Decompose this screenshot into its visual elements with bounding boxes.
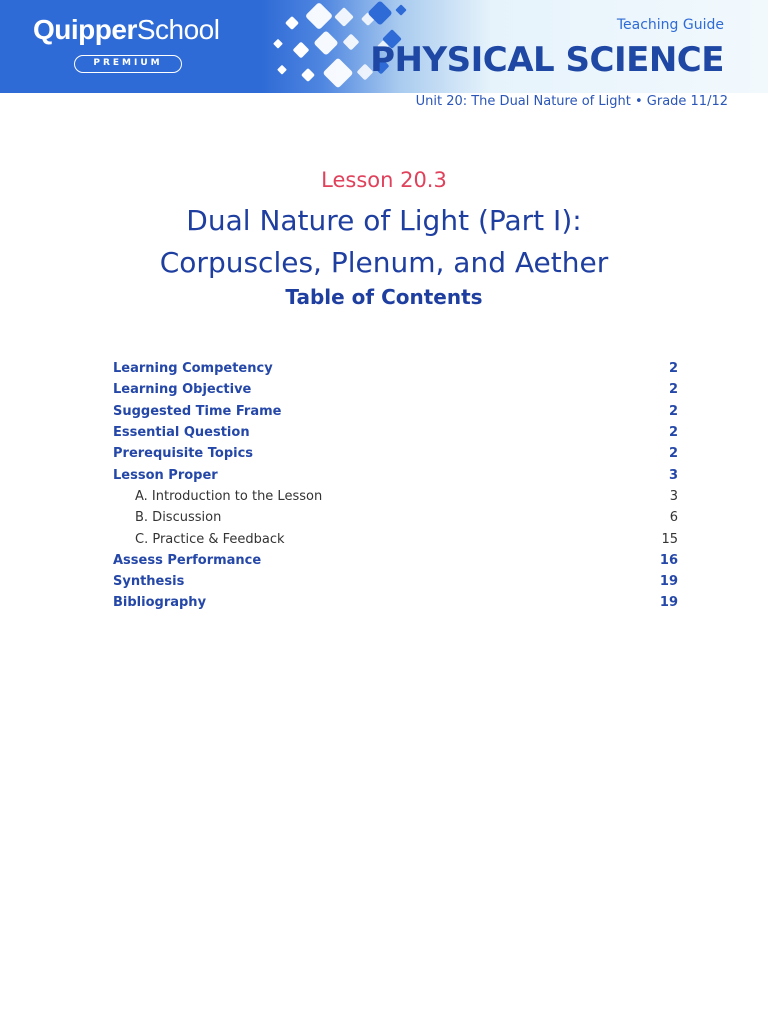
toc-entry-label: Prerequisite Topics: [113, 446, 254, 462]
logo-brand-part1: Quipper: [33, 14, 137, 45]
toc-entry[interactable]: [113, 464, 678, 485]
lesson-title: [0, 200, 768, 284]
premium-badge: PREMIUM: [74, 55, 182, 73]
lesson-title-line1: Dual Nature of Light (Part I):: [186, 204, 582, 237]
toc-entry-page: 19: [659, 574, 678, 590]
toc-entry-page: 2: [668, 425, 678, 441]
toc-entry-label: Lesson Proper: [113, 467, 218, 483]
toc-subentry[interactable]: [113, 507, 678, 528]
toc-entry-label: Synthesis: [113, 574, 185, 590]
toc-entry-page: 15: [661, 531, 678, 547]
toc-entry-label: Assess Performance: [113, 552, 262, 568]
teaching-guide-label: Teaching Guide: [616, 17, 724, 33]
toc-entry-page: 2: [668, 361, 678, 377]
toc-entry-label: Learning Objective: [113, 382, 252, 398]
toc-entry-page: 2: [668, 403, 678, 419]
toc-entry[interactable]: [113, 422, 678, 443]
toc-entry-page: 16: [659, 552, 678, 568]
toc-entry[interactable]: [113, 358, 678, 379]
toc-entry-label: C. Practice & Feedback: [135, 531, 285, 547]
toc-subentry[interactable]: [113, 528, 678, 549]
toc-entry-label: Essential Question: [113, 425, 250, 441]
toc-entry-label: Suggested Time Frame: [113, 403, 282, 419]
toc-entry-page: 3: [669, 488, 678, 504]
toc-entry-label: A. Introduction to the Lesson: [135, 488, 323, 504]
toc-entry-page: 19: [659, 595, 678, 611]
toc-entry-label: Learning Competency: [113, 361, 273, 377]
toc-entry-page: 6: [669, 510, 678, 526]
toc-entry[interactable]: [113, 550, 678, 571]
toc-entry[interactable]: [113, 401, 678, 422]
table-of-contents: [113, 358, 678, 614]
toc-entry[interactable]: [113, 571, 678, 592]
toc-heading: Table of Contents: [285, 285, 483, 309]
toc-entry-page: 2: [668, 446, 678, 462]
toc-entry-page: 3: [668, 467, 678, 483]
subject-title: PHYSICAL SCIENCE: [370, 40, 724, 80]
toc-subentry[interactable]: [113, 486, 678, 507]
toc-entry[interactable]: [113, 443, 678, 464]
quipper-school-logo: [33, 14, 219, 46]
logo-brand-part2: School: [136, 14, 220, 45]
lesson-title-line2: Corpuscles, Plenum, and Aether: [159, 246, 609, 279]
unit-grade-line: Unit 20: The Dual Nature of Light • Grade 11/12: [415, 94, 728, 109]
toc-entry-label: B. Discussion: [135, 510, 222, 526]
toc-entry[interactable]: [113, 379, 678, 400]
toc-entry-page: 2: [668, 382, 678, 398]
toc-entry-label: Bibliography: [113, 595, 207, 611]
toc-entry[interactable]: [113, 592, 678, 613]
lesson-number: Lesson 20.3: [321, 168, 447, 192]
